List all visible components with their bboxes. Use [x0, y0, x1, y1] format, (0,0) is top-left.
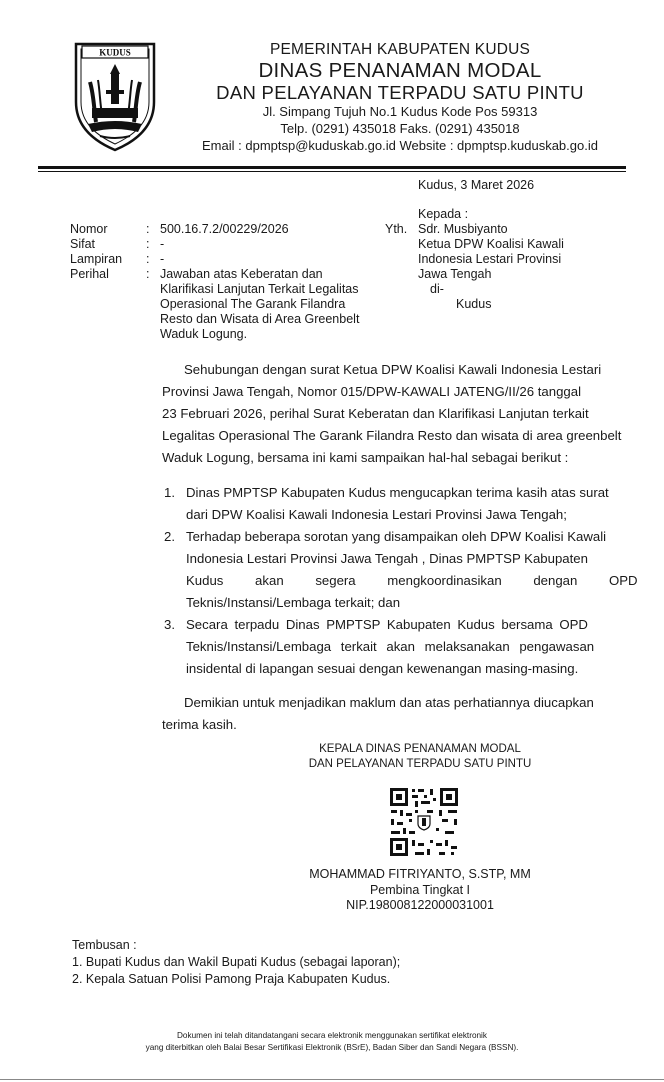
- logo-text: KUDUS: [99, 47, 131, 58]
- tembusan-label: Tembusan :: [72, 938, 137, 952]
- intro-line: Sehubungan dengan surat Ketua DPW Koalisi Kawali Indonesia Lestari: [184, 362, 602, 377]
- point-line: Kudus akan segera mengkoordinasikan dengan OPD: [186, 573, 638, 588]
- qr-code: [388, 786, 460, 858]
- signer-nip: NIP.198008122000031001: [346, 898, 494, 912]
- intro-line: Waduk Logung, bersama ini kami sampaikan hal-hal sebagai berikut :: [162, 450, 569, 465]
- point-line: Terhadap beberapa sorotan yang disampaikan oleh DPW Koalisi Kawali: [186, 529, 607, 544]
- nomor-label: Nomor: [70, 222, 108, 236]
- kudus-crest-logo: [70, 40, 160, 152]
- perihal-line: Waduk Logung.: [160, 327, 248, 341]
- signer-rank: Pembina Tingkat I: [369, 883, 471, 897]
- intro-line: Legalitas Operasional The Garank Filandra Resto dan wisata di area greenbelt: [162, 428, 622, 443]
- recipient-place: Kudus: [456, 297, 492, 311]
- recipient-line: Ketua DPW Koalisi Kawali: [418, 237, 564, 251]
- recipient-line: Jawa Tengah: [418, 267, 492, 281]
- tembusan-item: 2. Kepala Satuan Polisi Pamong Praja Kabupaten Kudus.: [72, 972, 391, 986]
- perihal-line: Operasional The Garank Filandra: [160, 297, 346, 311]
- colon: :: [146, 252, 150, 266]
- point-1: [186, 482, 614, 526]
- intro-line: Provinsi Jawa Tengah, Nomor 015/DPW-KAWALI JATENG/II/26 tanggal: [162, 384, 582, 399]
- page-bottom-edge: [0, 1079, 664, 1080]
- lampiran-value: -: [160, 252, 165, 266]
- point-line: Teknis/Instansi/Lembaga terkait; dan: [186, 595, 401, 610]
- kop-address: Jl. Simpang Tujuh No.1 Kudus Kode Pos 59313: [262, 104, 538, 119]
- intro-paragraph: [162, 359, 622, 469]
- lampiran-label: Lampiran: [70, 252, 123, 266]
- perihal-value: [160, 267, 380, 342]
- intro-line: 23 Februari 2026, perihal Surat Keberatan dan Klarifikasi Lanjutan terkait: [162, 406, 589, 421]
- sifat-label: Sifat: [70, 237, 96, 251]
- kop-agency: DINAS PENANAMAN MODAL: [258, 59, 542, 82]
- point-line: Teknis/Instansi/Lembaga terkait akan melaksanakan pengawasan: [186, 639, 595, 654]
- closing-line: Demikian untuk menjadikan maklum dan atas perhatiannya diucapkan: [184, 695, 594, 710]
- footer-note-2: yang diterbitkan oleh Balai Besar Sertifikasi Elektronik (BSrE), Badan Siber dan Sandi Negara (BSSN).: [145, 1043, 519, 1052]
- tembusan-item: 1. Bupati Kudus dan Wakil Bupati Kudus (sebagai laporan);: [72, 955, 401, 969]
- colon: :: [146, 267, 150, 281]
- point-line: Dinas PMPTSP Kabupaten Kudus mengucapkan terima kasih atas surat: [186, 485, 609, 500]
- point-3: [186, 614, 614, 680]
- point-number: 1.: [164, 485, 175, 500]
- kop-email: Email : dpmptsp@kuduskab.go.id Website : dpmptsp.kuduskab.go.id: [202, 138, 598, 153]
- closing-line: terima kasih.: [162, 717, 237, 732]
- point-number: 2.: [164, 529, 175, 544]
- closing-paragraph: [162, 692, 614, 736]
- signature-title-2: DAN PELAYANAN TERPADU SATU PINTU: [308, 758, 532, 770]
- point-2: [186, 526, 638, 614]
- point-line: Indonesia Lestari Provinsi Jawa Tengah , Dinas PMPTSP Kabupaten: [186, 551, 588, 566]
- perihal-line: Klarifikasi Lanjutan Terkait Legalitas: [160, 282, 359, 296]
- perihal-label: Perihal: [70, 267, 109, 281]
- kepada-label: Kepada :: [418, 207, 469, 221]
- colon: :: [146, 237, 150, 251]
- point-line: Secara terpadu Dinas PMPTSP Kabupaten Kudus bersama OPD: [186, 617, 588, 632]
- colon: :: [146, 222, 150, 236]
- recipient-block: [418, 222, 618, 312]
- recipient-line: Indonesia Lestari Provinsi: [418, 252, 562, 266]
- point-number: 3.: [164, 617, 175, 632]
- perihal-line: Jawaban atas Keberatan dan: [160, 267, 323, 281]
- kop-government: PEMERINTAH KABUPATEN KUDUS: [269, 41, 531, 58]
- signer-name: MOHAMMAD FITRIYANTO, S.STP, MM: [309, 867, 531, 881]
- kop-rule-thick: [38, 166, 626, 169]
- kop-rule-thin: [38, 171, 626, 172]
- kop-phone: Telp. (0291) 435018 Faks. (0291) 435018: [280, 121, 520, 136]
- perihal-line: Resto dan Wisata di Area Greenbelt: [160, 312, 360, 326]
- nomor-value: 500.16.7.2/00229/2026: [160, 222, 289, 236]
- recipient-line: Sdr. Musbiyanto: [418, 222, 508, 236]
- sifat-value: -: [160, 237, 165, 251]
- signature-title-1: KEPALA DINAS PENANAMAN MODAL: [319, 743, 521, 755]
- point-line: insidental di lapangan sesuai dengan kewenangan masing-masing.: [186, 661, 579, 676]
- recipient-di: di-: [430, 282, 444, 296]
- yth-label: Yth.: [385, 222, 408, 236]
- letter-date: Kudus, 3 Maret 2026: [418, 178, 535, 192]
- kop-agency-2: DAN PELAYANAN TERPADU SATU PINTU: [216, 82, 584, 103]
- point-line: dari DPW Koalisi Kawali Indonesia Lestari Provinsi Jawa Tengah;: [186, 507, 567, 522]
- footer-note-1: Dokumen ini telah ditandatangani secara elektronik menggunakan sertifikat elektronik: [177, 1031, 487, 1040]
